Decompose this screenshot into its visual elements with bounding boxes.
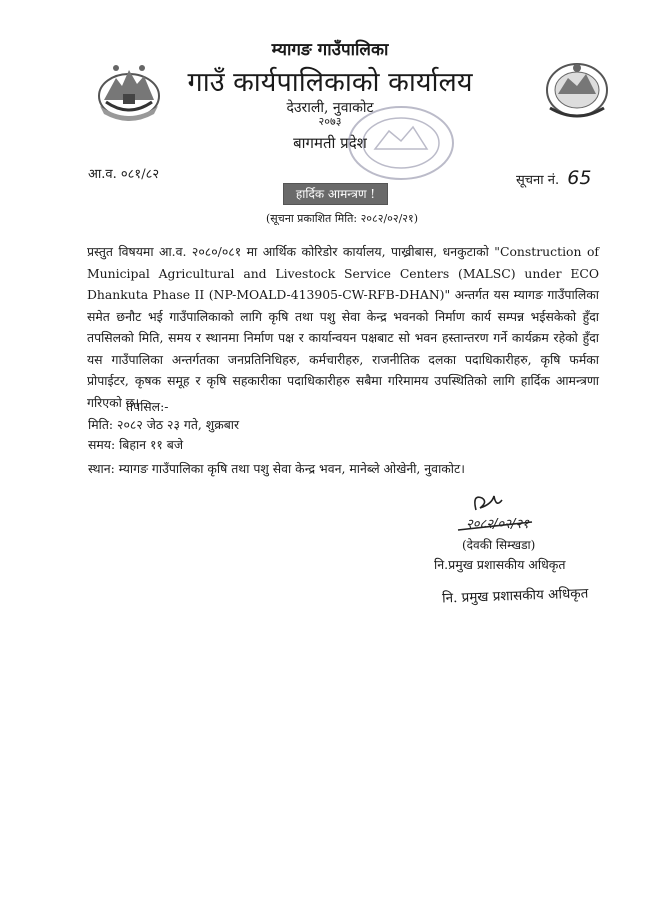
event-date: मिति: २०८२ जेठ २३ गते, शुक्रबार — [88, 417, 240, 432]
notice-number — [516, 167, 591, 189]
notice-body: प्रस्तुत विषयमा आ.व. २०८०/०८१ मा आर्थिक कोरिडोर कार्यालय, पाख्रीबास, धनकुटाको "Construction of Municipal Agricultural and Livestock Service Centers (MALSC) under ECO Dhankuta Phase II (NP-MOALD-413905-CW-RFB-DHAN)" अन्तर्गत यस म्यागङ गाउँपालिका समेत छनौट भई गाउँपालिकाको लागि कृषि तथा पशु सेवा केन्द्र भवनको निर्माण कार्य सम्पन्न भईसकेको हुँदा तपसिलको मिति, समय र स्थानमा निर्माण पक्ष र कार्यान्वयन पक्षबाट सो भवन हस्तान्तरण गर्ने कार्यक्रम रहेको हुँदा यस गाउँपालिका अन्तर्गतका जनप्रतिनिधिहरु, कर्मचारीहरु, राजनीतिक दलका पदाधिकारीहरु, कृषि फर्मका प्रोपाईटर, कृषक समूह र कृषि सहकारीका पदाधिकारीहरु सबैमा गरिमामय उपस्थितिको लागि हार्दिक आमन्त्रणा गरिएको छ। — [87, 244, 599, 410]
province-name: बागमती प्रदेश — [293, 134, 367, 152]
notice-number-value: 65 — [567, 167, 592, 189]
established-year: २०७३ — [318, 115, 342, 128]
event-time: समय: बिहान ११ बजे — [88, 437, 184, 452]
office-stamp-icon — [345, 103, 457, 183]
details-heading: तपसिल:- — [126, 399, 169, 414]
notice-number-label: सूचना नं. — [516, 173, 560, 188]
municipality-name: म्यागङ गाउँपालिका — [271, 40, 389, 60]
event-venue: स्थान: म्यागङ गाउँपालिका कृषि तथा पशु सेवा केन्द्र भवन, मानेब्ले ओखेनी, नुवाकोट। — [88, 461, 465, 476]
signatory-title: नि.प्रमुख प्रशासकीय अधिकृत — [434, 557, 566, 572]
office-name: गाउँ कार्यपालिकाको कार्यालय — [187, 67, 473, 98]
fiscal-year: आ.व. ०८१/८२ — [88, 167, 160, 182]
handwritten-signature — [452, 490, 562, 538]
designation-stamp: नि. प्रमुख प्रशासकीय अधिकृत — [441, 585, 589, 607]
nepal-emblem-right-icon — [540, 56, 614, 122]
published-date: (सूचना प्रकाशित मिति: २०८२/०२/२१) — [266, 212, 419, 225]
notice-title: हार्दिक आमन्त्रण ! — [283, 183, 388, 205]
office-address: देउराली, नुवाकोट — [286, 100, 374, 116]
signatory-name: (देवकी सिम्खडा) — [462, 538, 536, 552]
signature-date: २०८२/०२/२१ — [466, 517, 529, 532]
